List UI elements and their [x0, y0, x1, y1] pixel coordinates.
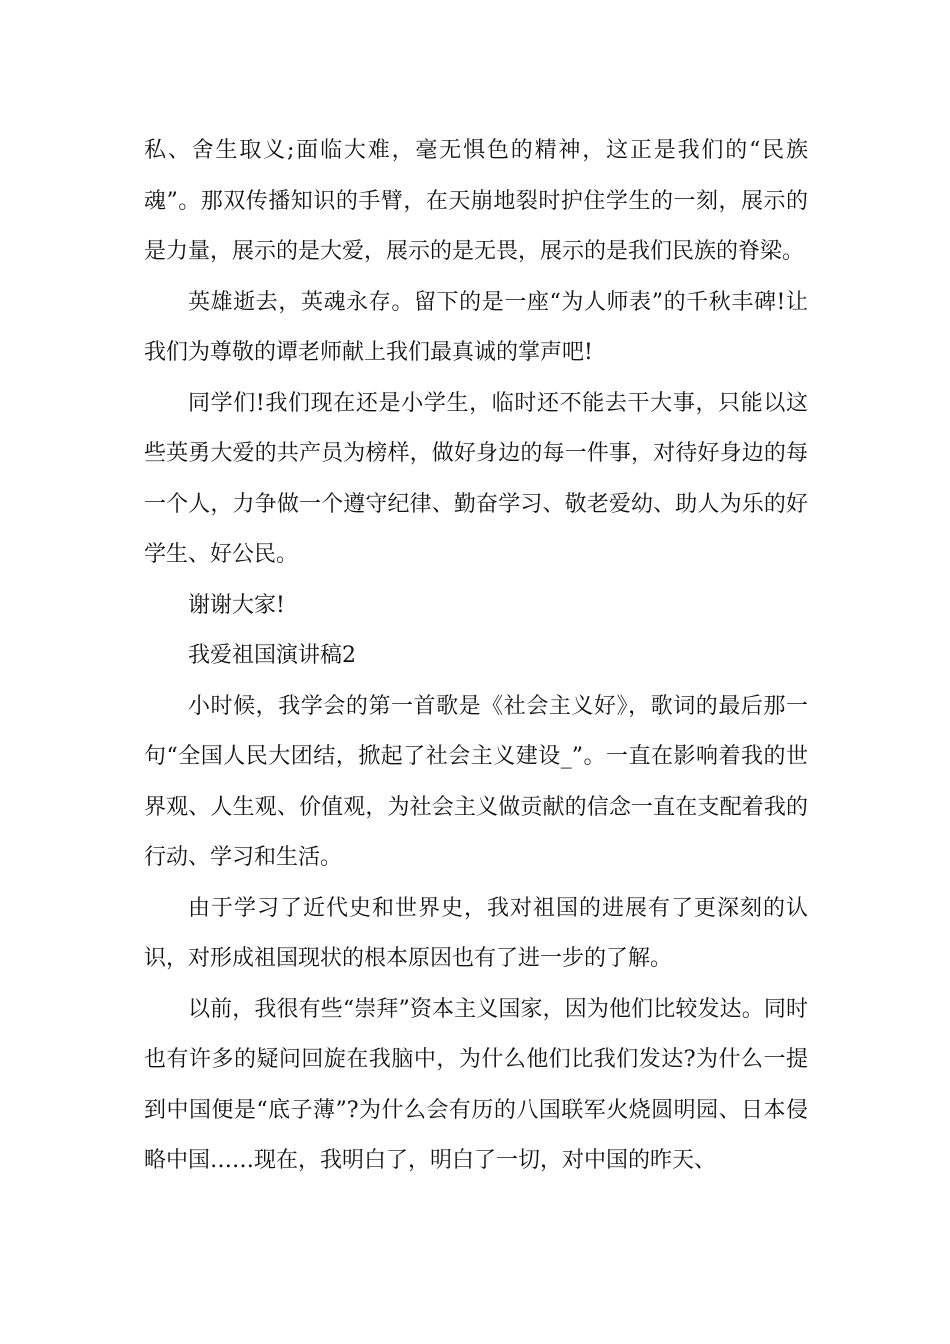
paragraph-heroes: 英雄逝去，英魂永存。留下的是一座“为人师表”的千秋丰碑!让我们为尊敬的谭老师献上我们最真诚的掌声吧!	[144, 289, 808, 365]
paragraph-continuation: 私、舍生取义;面临大难，毫无惧色的精神，这正是我们的“民族魂”。那双传播知识的手臂，在天崩地裂时护住学生的一刻，展示的是力量，展示的是大爱，展示的是无畏，展示的是我们民族的脊梁。	[144, 138, 808, 264]
document-page	[144, 126, 808, 1187]
paragraph-before: 以前，我很有些“崇拜”资本主义国家，因为他们比较发达。同时也有许多的疑问回旋在我脑中，为什么他们比我们发达?为什么一提到中国便是“底子薄”?为什么会有历的八国联军火烧圆明园、日本侵略中国……现在，我明白了，明白了一切，对中国的昨天、	[144, 996, 808, 1173]
paragraph-thanks: 谢谢大家!	[188, 592, 285, 618]
paragraph-childhood: 小时候，我学会的第一首歌是《社会主义好》，歌词的最后那一句“全国人民大团结，掀起了社会主义建设_”。一直在影响着我的世界观、人生观、价值观，为社会主义做贡献的信念一直在支配着我的行动、学习和生活。	[144, 693, 808, 870]
section-heading: 我爱祖国演讲稿2	[188, 643, 356, 668]
paragraph-classmates: 同学们!我们现在还是小学生，临时还不能去干大事，只能以这些英勇大爱的共产员为榜样，做好身边的每一件事，对待好身边的每一个人，力争做一个遵守纪律、勤奋学习、敬老爱幼、助人为乐的好学生、好公民。	[144, 390, 808, 567]
paragraph-history: 由于学习了近代史和世界史，我对祖国的进展有了更深刻的认识，对形成祖国现状的根本原因也有了进一步的了解。	[144, 895, 808, 971]
